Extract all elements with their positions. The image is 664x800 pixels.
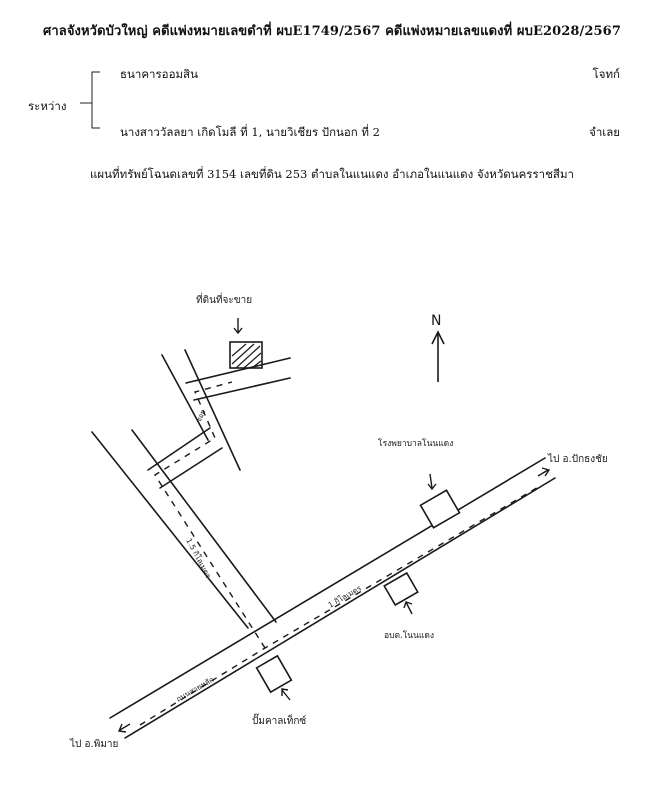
west-arrow	[119, 724, 130, 732]
north-label: N	[431, 313, 442, 329]
main-road-edge-upper	[110, 458, 545, 718]
plaintiff-role: โจทก์	[592, 67, 620, 81]
alley-label: ซอย	[194, 408, 208, 424]
north-arrow-icon	[432, 332, 444, 382]
hospital-arrow	[428, 474, 436, 489]
plaintiff-name: ธนาคารออมสิน	[120, 67, 198, 81]
to-west-label: ไป อ.พิมาย	[70, 739, 119, 750]
to-east-label: ไป อ.ปักธงชัย	[548, 454, 608, 465]
side-road-edge-left	[92, 432, 248, 628]
road-name-label: ถนนสายหลัก	[174, 674, 216, 704]
hospital-label: โรงพยาบาลโนนแดง	[378, 439, 454, 449]
main-road-edge-lower	[125, 478, 555, 738]
office-label: อบต.โนนแดง	[384, 631, 435, 641]
defendants-names: นางสาววัลลยา เกิดโมลี ที่ 1, นายวิเชียร ปักนอก ที่ 2	[120, 125, 380, 139]
map-subtitle: แผนที่ทรัพย์โฉนดเลขที่ 3154 เลขที่ดิน 253 ตำบลในแนแดง อำเภอในแนแดง จังหวัดนครราชสีมา	[90, 167, 574, 181]
office-arrow	[404, 602, 412, 614]
between-label: ระหว่าง	[28, 99, 67, 113]
property-hatch	[232, 344, 261, 368]
document-title: ศาลจังหวัดบัวใหญ่ คดีแพ่งหมายเลขดำที่ ผบE1749/2567 คดีแพ่งหมายเลขแดงที่ ผบE2028/2567	[43, 24, 621, 39]
gas-station-building	[257, 656, 292, 692]
defendant-role: จำเลย	[589, 125, 620, 139]
east-arrow	[538, 468, 549, 476]
hospital-building	[421, 490, 460, 528]
side-road-label: 1.5 กิโลเมตร	[184, 536, 213, 580]
gas-station-label: ปั๊มคาลเท็กซ์	[252, 716, 307, 727]
gas-station-arrow	[282, 689, 290, 700]
main-road-label: 1 กิโลเมตร	[326, 583, 363, 610]
property-label: ที่ดินที่จะขาย	[196, 295, 253, 306]
property-arrow	[234, 318, 242, 333]
